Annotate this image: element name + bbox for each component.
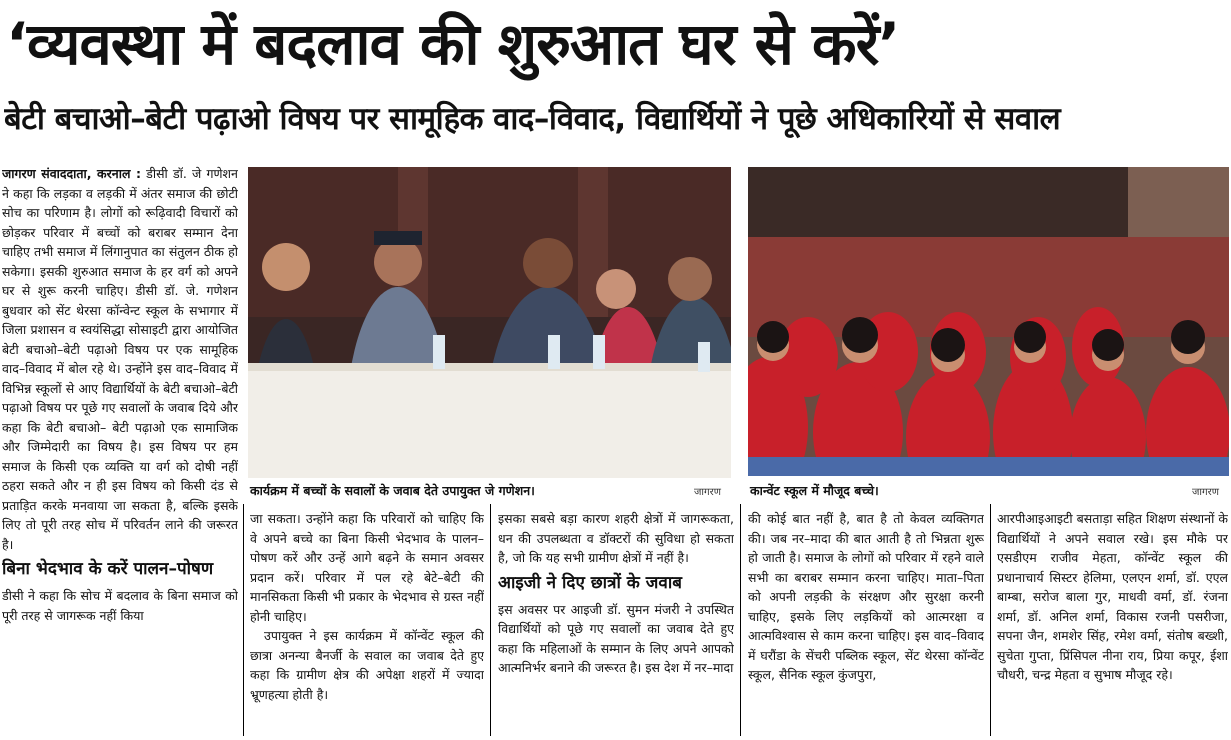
subheading-no-discrimination: बिना भेदभाव के करें पालन–पोषण bbox=[2, 559, 214, 579]
col4-paragraph-1: की कोई बात नहीं है, बात है तो केवल व्यक्तिगत की। जब नर–मादा की बात आती है तो भिन्नता शुरू हो जाती है। समाज के लोगों को परिवार में रहने वाले सभी का बराबर सम्मान करना चाहिए। माता–पिता को अपनी लड़की के संरक्षण और सुरक्षा करनी चाहिए, इसके लिए लड़कियों को आत्मरक्षा व आत्मविश्वास से काम करना चाहिए। इस वाद–विवाद में घरौंडा के सेंचरी पब्लिक स्कूल, सेंट थेरसा कॉन्वेंट स्कूल, सैनिक स्कूल कुंजपुरा, bbox=[748, 511, 984, 682]
column-divider bbox=[740, 504, 741, 736]
col2-paragraph-2: उपायुक्त ने इस कार्यक्रम में कॉन्वेंट स्कूल की छात्रा अनन्या बैनर्जी के सवाल का जवाब देते हुए कहा कि ग्रामीण क्षेत्र की अपेक्षा शहरों में ज्यादा भ्रूणहत्या होती है। bbox=[250, 628, 484, 702]
photo2-caption: कान्वेंट स्कूल में मौजूद बच्चे। bbox=[750, 483, 879, 498]
byline: जागरण संवाददाता, करनाल : bbox=[2, 166, 141, 181]
photo1-caption: कार्यक्रम में बच्चों के सवालों के जवाब देते उपायुक्त जे गणेशन। bbox=[250, 483, 535, 498]
article-column-3 bbox=[498, 509, 734, 739]
subheadline: बेटी बचाओ–बेटी पढ़ाओ विषय पर सामूहिक वाद–विवाद, विद्यार्थियों ने पूछे अधिकारियों से सवाल bbox=[4, 101, 1061, 137]
headline: ‘व्यवस्था में बदलाव की शुरुआत घर से करें’ bbox=[6, 10, 900, 78]
photo1-credit: जागरण bbox=[694, 487, 721, 498]
column-divider bbox=[990, 504, 991, 736]
article-column-1 bbox=[2, 164, 238, 740]
photo2-credit: जागरण bbox=[1192, 487, 1219, 498]
col5-paragraph-1: आरपीआइआइटी बसताड़ा सहित शिक्षण संस्थानों के विद्यार्थियों ने अपने सवाल रखे। इस मौके पर एसडीएम राजीव मेहता, कॉन्वेंट स्कूल की प्रधानाचार्य सिस्टर हेलिमा, एलएन शर्मा, डॉ. एएल बाम्बा, सरोज बाला गुर, माधवी वर्मा, डॉ. रंजना शर्मा, डॉ. अनिल शर्मा, विकास रजनी पसरीजा, सपना जैन, शमशेर सिंह, रमेश वर्मा, संतोष बख्शी, सुचेता गुप्ता, प्रिंसिपल नीना राय, प्रिया कपूर, ईशा चौधरी, चन्द्र मेहता व सुभाष मौजूद रहे। bbox=[997, 511, 1228, 682]
column-divider bbox=[490, 504, 491, 736]
col1-paragraph-2: डीसी ने कहा कि सोच में बदलाव के बिना समाज को पूरी तरह से जागरूक नहीं किया bbox=[2, 588, 238, 623]
article-column-4 bbox=[748, 509, 984, 739]
photo-students-in-hall bbox=[748, 167, 1229, 476]
photo-officials-on-stage bbox=[248, 167, 731, 478]
col3-paragraph-1: इसका सबसे बड़ा कारण शहरी क्षेत्रों में जागरूकता, धन की उपलब्धता व डॉक्टरों की सुविधा हो सकता है, जो कि यह सभी ग्रामीण क्षेत्रों में नहीं है। bbox=[498, 511, 734, 565]
photo-students-image bbox=[748, 167, 1229, 476]
col2-paragraph-1: जा सकता। उन्होंने कहा कि परिवारों को चाहिए कि वे अपने बच्चे का बिना किसी भेदभाव के पालन–पोषण करें और उन्हें आगे बढ़ने के समान अवसर प्रदान करें। परिवार में पल रहे बेटे–बेटी की मानसिकता किसी भी प्रकार के भेदभाव से ग्रस्त नहीं होनी चाहिए। bbox=[250, 511, 484, 624]
article-column-2 bbox=[250, 509, 484, 739]
col3-paragraph-2: इस अवसर पर आइजी डॉ. सुमन मंजरी ने उपस्थित विद्यार्थियों को पूछे गए सवालों का जवाब देते हुए कहा कि महिलाओं के सम्मान के लिए अपने आपको आत्मनिर्भर बनाने की जरूरत है। इस देश में नर–मादा bbox=[498, 601, 734, 675]
article-column-5 bbox=[997, 509, 1228, 739]
column-divider bbox=[243, 504, 244, 736]
col1-paragraph-1: डीसी डॉ. जे गणेशन ने कहा कि लड़का व लड़की में अंतर समाज की छोटी सोच का परिणाम है। लोगों को रूढ़िवादी विचारों को छोड़कर परिवार में बच्चों को बराबर सम्मान देना चाहिए तभी समाज में लिंगानुपात का संतुलन ठीक हो सकेगा। इसकी शुरुआत समाज के हर वर्ग को अपने घर से शुरू करनी चाहिए। डीसी डॉ. जे. गणेशन बुधवार को सेंट थेरसा कॉन्वेन्ट स्कूल के सभागार में जिला प्रशासन व स्वयंसिद्धा सोसाइटी द्वारा आयोजित बेटी बचाओ–बेटी पढ़ाओ विषय पर एक सामूहिक वाद–विवाद में बोल रहे थे। उन्होंने इस वाद–विवाद में विभिन्न स्कूलों से आए विद्यार्थियों के बेटी बचाओ–बेटी पढ़ाओ विषय पर पूछे गए सवालों के जवाब दिये और कहा कि बेटी बचाओ– बेटी पढ़ाओ एक सामाजिक और जिम्मेदारी का विषय है। इस विषय पर हम समाज के किसी एक व्यक्ति या वर्ग को दोषी नहीं ठहरा सकते और न ही इस विषय को किसी दंड से प्रताड़ित करके मनवाया जा सकता है, बल्कि इसके लिए तो पूरी तरह सोच में परिवर्तन लाने की जरूरत है। bbox=[2, 166, 238, 552]
subheading-ig-answers: आइजी ने दिए छात्रों के जवाब bbox=[498, 572, 682, 593]
photo-officials-image bbox=[248, 167, 731, 478]
